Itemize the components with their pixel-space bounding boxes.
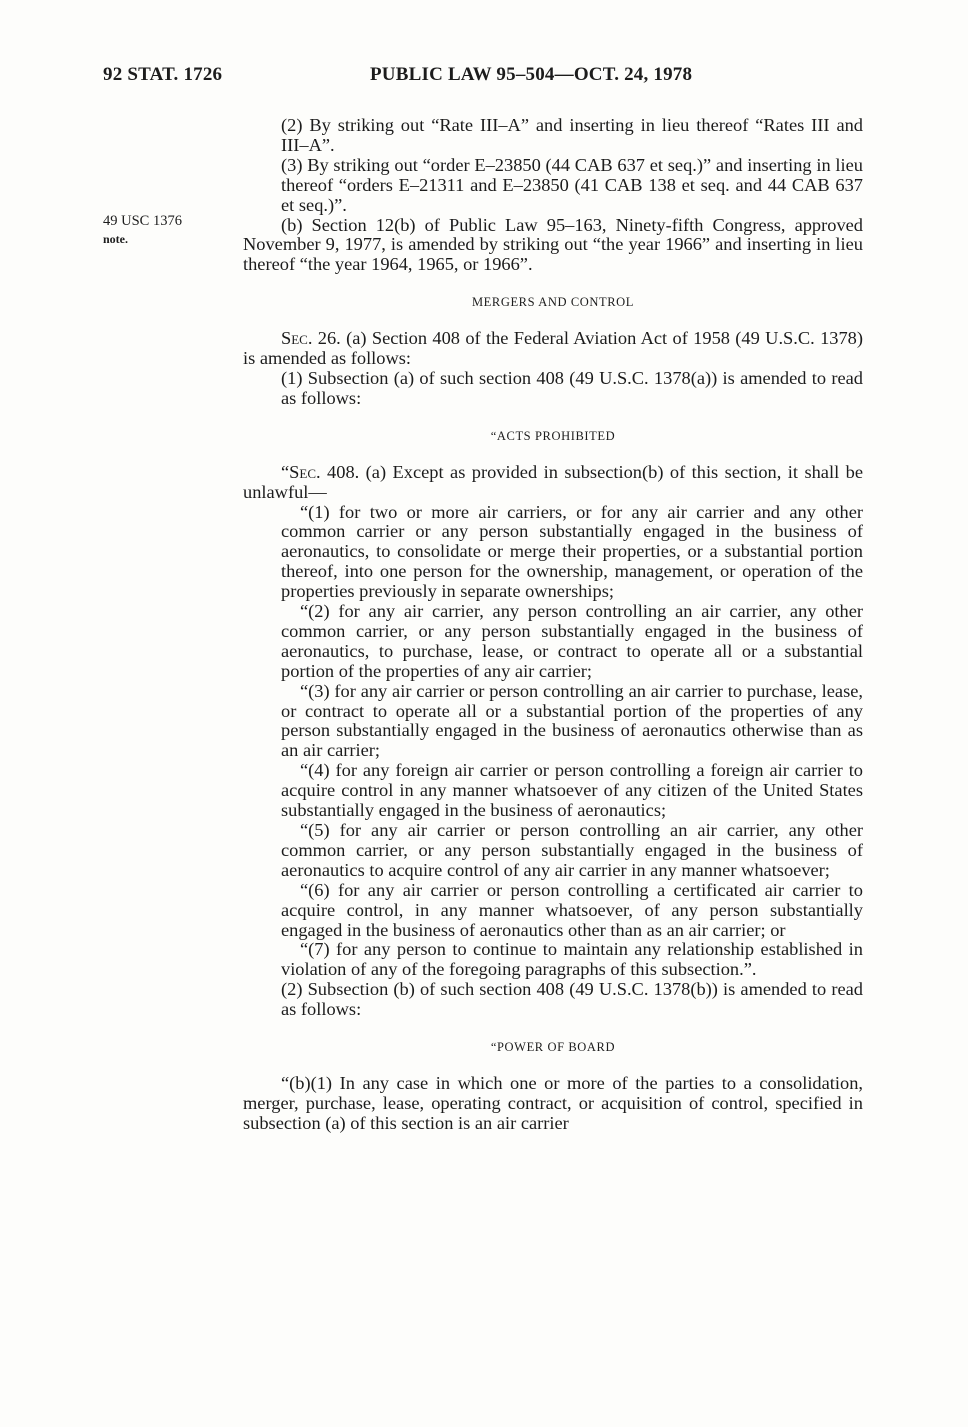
body-text: [243, 116, 863, 1134]
paragraph-2: (2) By striking out “Rate III–A” and inserting in lieu thereof “Rates III and III–A”.: [281, 115, 863, 155]
paragraph-sec-408: [243, 463, 863, 503]
list-item-5: “(5) for any air carrier or person controlling an air carrier, any other common carrier, or any person substantially engaged in the business of aeronautics to acquire control of any air carrier in any manner whatsoever;: [281, 820, 863, 880]
paragraph-sec-26: [243, 329, 863, 369]
list-item-1: “(1) for two or more air carriers, or for any air carrier and any other common carrier or any person substantially engaged in the business of aeronautics, to consolidate or merge their properties, or a substantial portion thereof, into one person for the ownership, management, or operation of the properties previously in separate ownerships;: [281, 501, 863, 602]
paragraph-b-1: “(b)(1) In any case in which one or more of the parties to a consolidation, merger, purchase, lease, operating contract, or acquisition of control, specified in subsection (a) of this section is an air carrier: [243, 1072, 863, 1133]
list-item-2: “(2) for any air carrier, any person controlling an air carrier, any other common carrier, or any person substantially engaged in the business of aeronautics, to purchase, lease, or contract to operate all or a substantial portion of the properties of any air carrier;: [281, 601, 863, 681]
paragraph-subsection-1: (1) Subsection (a) of such section 408 (49 U.S.C. 1378(a)) is amended to read as follows:: [281, 367, 863, 408]
paragraph-subsection-2: (2) Subsection (b) of such section 408 (49 U.S.C. 1378(b)) is amended to read as follows:: [281, 979, 863, 1020]
sec-26-text: 26. (a) Section 408 of the Federal Aviation Act of 1958 (49 U.S.C. 1378) is amended as follows:: [243, 328, 863, 369]
list-item-7: “(7) for any person to continue to maintain any relationship established in violation of any of the foregoing paragraphs of this subsection.”.: [281, 939, 863, 980]
heading-mergers-and-control: MERGERS AND CONTROL: [471, 295, 635, 310]
list-item-4: “(4) for any foreign air carrier or person controlling a foreign air carrier to acquire control in any manner whatsoever of any citizen of the United States substantially engaged in the business of aeronautics;: [281, 760, 863, 821]
sec-label: Sec.: [281, 328, 313, 349]
paragraph-b: (b) Section 12(b) of Public Law 95–163, Ninety-fifth Congress, approved November 9, 1977, is amended by striking out “the year 1966” and inserting in lieu thereof “the year 1964, 1965, or 1966”.: [243, 214, 863, 275]
sec-408-label: “Sec.: [281, 461, 321, 482]
page-running-head: PUBLIC LAW 95–504—OCT. 24, 1978: [370, 64, 693, 85]
list-item-3: “(3) for any air carrier or person controlling an air carrier to purchase, lease, or contract to operate all or a substantial portion of the properties of any person substantially engaged in the business of aeronautics otherwise than as an air carrier;: [281, 680, 863, 761]
margin-note: [103, 212, 182, 248]
page-stat-citation: 92 STAT. 1726: [103, 64, 223, 85]
list-item-6: “(6) for any air carrier or person controlling a certificated air carrier to acquire control, in any manner whatsoever, of any person substantially engaged in the business of aeronautics other than as an air carrier; or: [281, 879, 863, 940]
heading-power-of-board: “POWER OF BOARD: [490, 1040, 616, 1055]
heading-acts-prohibited: “ACTS PROHIBITED: [490, 428, 616, 443]
paragraph-3: (3) By striking out “order E–23850 (44 CAB 637 et seq.)” and inserting in lieu thereof “orders E–21311 and E–23850 (41 CAB 138 et seq. and 44 CAB 637 et seq.)”.: [281, 154, 863, 215]
sec-408-text: 408. (a) Except as provided in subsection(b) of this section, it shall be unlawful—: [243, 461, 863, 502]
margin-note-citation: 49 USC 1376: [103, 213, 182, 229]
margin-note-label: note.: [103, 232, 128, 246]
